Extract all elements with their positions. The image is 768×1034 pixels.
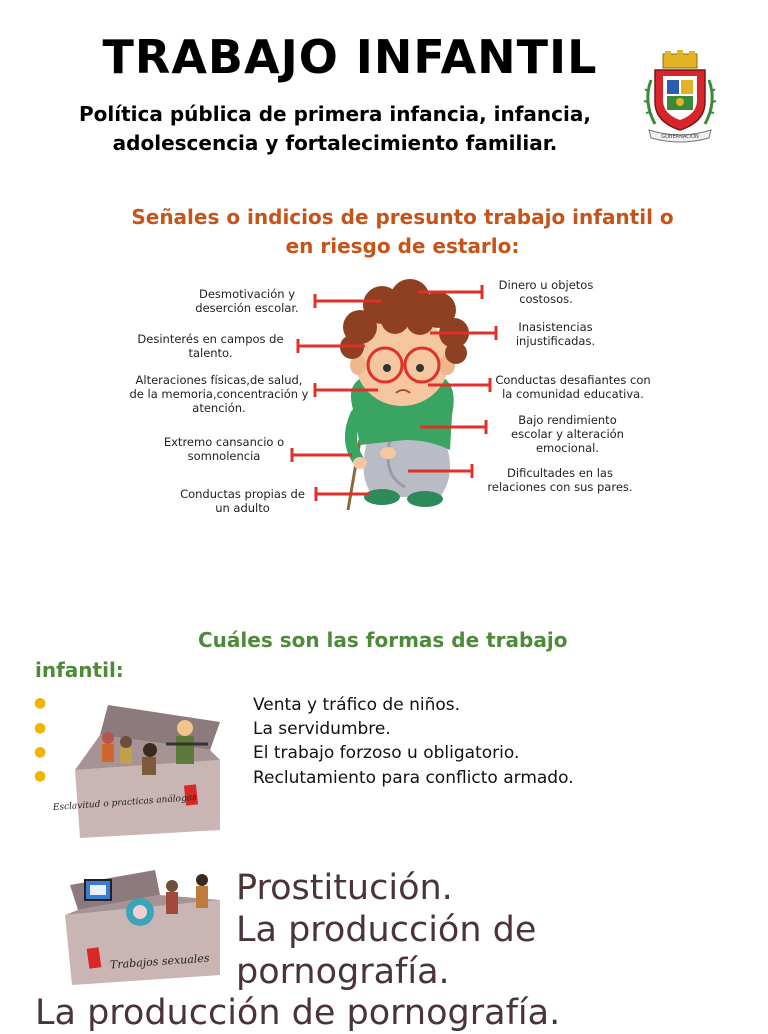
signals-heading	[80, 203, 725, 261]
slavery-box-illustration	[52, 700, 225, 845]
subtitle-line-2: adolescencia y fortalecimiento familiar.	[112, 131, 558, 155]
big-item-3: pornografía.	[236, 952, 450, 992]
form-item-3: El trabajo forzoso u obligatorio.	[253, 743, 520, 763]
bullet-icon: ●	[34, 744, 47, 760]
forms-heading-line-2: infantil:	[35, 658, 124, 682]
sexual-work-box-illustration	[60, 850, 225, 990]
signal-right-1: Dinero u objetos costosos.	[498, 278, 594, 306]
form-item-4: Reclutamiento para conflicto armado.	[253, 768, 574, 788]
signal-left-1: Desmotivación y deserción escolar.	[195, 287, 299, 315]
signal-left-4: Extremo cansancio o somnolencia	[163, 435, 285, 463]
signal-right-4: Bajo rendimiento escolar y alteración emocional.	[511, 413, 624, 455]
big-item-2: La producción de	[236, 910, 537, 950]
subtitle-line-1: Política pública de primera infancia, infancia,	[79, 102, 591, 126]
signal-right-2: Inasistencias injustificadas.	[515, 320, 596, 348]
bullet-icon: ●	[34, 695, 47, 711]
crest-ribbon-text: GOBERNACIÓN	[661, 134, 699, 140]
coat-of-arms-logo	[643, 50, 717, 142]
signal-left-5: Conductas propias de un adulto	[180, 487, 305, 515]
signal-right-5: Dificultades en las relaciones con sus pares.	[487, 466, 633, 494]
signal-right-3: Conductas desafiantes con la comunidad educativa.	[495, 373, 651, 401]
form-item-1: Venta y tráfico de niños.	[253, 695, 461, 715]
box1-label-text: Esclavitud o practicas análogas	[52, 792, 198, 814]
bottom-line: La producción de pornografía.	[35, 993, 561, 1033]
page-title: TRABAJO INFANTIL	[102, 30, 598, 84]
signal-left-2: Desinterés en campos de talento.	[137, 332, 284, 360]
page-subtitle	[20, 100, 650, 158]
signals-heading-line-1: Señales o indicios de presunto trabajo infantil o	[131, 205, 674, 229]
bullet-icon: ●	[34, 720, 47, 736]
box2-label: Trabajos sexuales	[109, 951, 210, 972]
signals-heading-line-2: en riesgo de estarlo:	[285, 234, 520, 258]
forms-heading-line-1: Cuáles son las formas de trabajo	[198, 628, 568, 652]
signal-left-3: Alteraciones físicas,de salud, de la memoria,concentración y atención.	[129, 373, 309, 415]
bullet-icon: ●	[34, 768, 47, 784]
form-item-2: La servidumbre.	[253, 719, 391, 739]
big-item-1: Prostitución.	[236, 868, 453, 908]
